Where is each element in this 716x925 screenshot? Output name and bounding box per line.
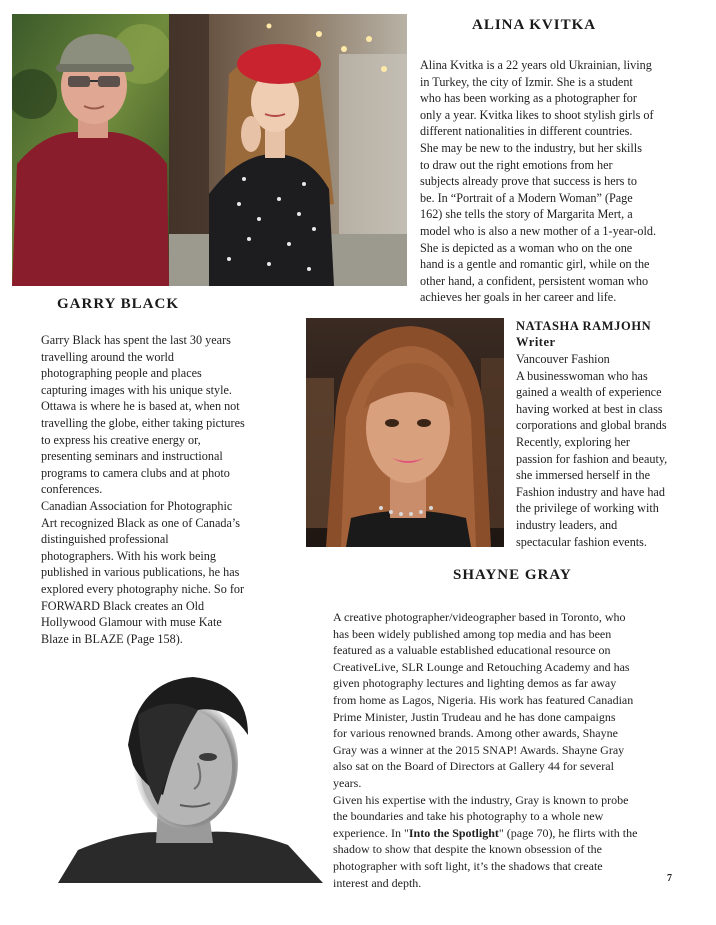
garry-black-photo — [12, 14, 169, 286]
bio-line: subjects already prove that success is hers to — [420, 174, 637, 189]
bio-line: for various renowned brands. Among other awards, Shayne — [333, 726, 618, 741]
bio-line: also sat on the Board of Directors at Gallery 44 for several — [333, 759, 614, 774]
alina-kvitka-photo — [169, 14, 407, 286]
alina-kvitka-name: ALINA KVITKA — [472, 17, 597, 33]
bio-line: model who is also a new mother of a 1-year-old. — [420, 223, 656, 238]
bio-line-with-title — [333, 825, 637, 842]
bio-line: the privilege of working with — [516, 501, 659, 516]
bio-line: to express his creative energy or, — [41, 432, 201, 447]
bio-line: A creative photographer/videographer based in Toronto, who — [333, 610, 626, 624]
bio-line: Hollywood Glamour with muse Kate — [41, 615, 222, 630]
bio-line: CreativeLive, SLR Lounge and Retouching Academy and has — [333, 659, 630, 674]
bio-line: photographer with soft light, it’s the shadows that create — [333, 858, 603, 873]
bio-line: interest and depth. — [333, 875, 422, 890]
bio-line: Fashion industry and have had — [516, 484, 665, 499]
text-fragment: " (page 70), he flirts with the — [498, 825, 638, 840]
bio-line: the boundaries and take his photography to a whole new — [333, 809, 604, 824]
bio-line: other hand, a confident, persistent woman who — [420, 273, 649, 288]
bio-line: Canadian Association for Photographic — [41, 498, 233, 513]
natasha-ramjohn-photo — [306, 318, 504, 547]
bio-line: spectacular fashion events. — [516, 534, 647, 549]
bio-line: capturing images with his unique style. — [41, 382, 232, 397]
bio-line: Garry Black has spent the last 30 years — [41, 333, 231, 347]
bio-line: presenting seminars and instructional — [41, 449, 223, 464]
garry-black-bio — [41, 332, 245, 647]
bio-line: photographers. With his work being — [41, 548, 216, 563]
bio-line: years. — [333, 775, 362, 790]
bio-line: has been widely published among top media and has been — [333, 626, 612, 641]
bio-line: 162) she tells the story of Margarita Mert, a — [420, 207, 633, 222]
bio-line: to draw out the right emotions from her — [420, 157, 613, 172]
garry-black-name: GARRY BLACK — [57, 296, 180, 312]
bio-line: be. In “Portrait of a Modern Woman” (Page — [420, 190, 633, 205]
natasha-ramjohn-bio — [516, 351, 667, 550]
natasha-ramjohn-name: NATASHA RAMJOHN — [516, 319, 652, 333]
bio-line: having worked at best in class — [516, 401, 663, 416]
bio-line: Ottawa is where he is based at, when not — [41, 399, 240, 414]
bio-line: Vancouver Fashion — [516, 352, 610, 366]
natasha-ramjohn-role: Writer — [516, 335, 556, 349]
bio-line: Recently, exploring her — [516, 434, 630, 449]
bio-line: Art recognized Black as one of Canada’s — [41, 515, 240, 530]
bio-line: Gray was a winner at the 2015 SNAP! Awards. Shayne Gray — [333, 742, 625, 757]
bio-line: Blaze in BLAZE (Page 158). — [41, 631, 183, 646]
bio-line: different nationalities in different countries. — [420, 124, 633, 139]
bio-line: conferences. — [41, 482, 103, 497]
alina-kvitka-bio — [420, 57, 656, 306]
bio-line: she immersed herself in the — [516, 468, 651, 483]
bio-line: programs to camera clubs and at photo — [41, 465, 230, 480]
bio-line: Given his expertise with the industry, Gray is known to probe — [333, 792, 629, 807]
bio-line: travelling the globe, either taking pictures — [41, 415, 245, 430]
bio-line: Alina Kvitka is a 22 years old Ukrainian, living — [420, 58, 652, 72]
bio-line: featured as a valuable established educational resource on — [333, 643, 611, 658]
bio-line: Prime Minister, Justin Trudeau and he has done campaigns — [333, 709, 616, 724]
text-fragment: experience. In " — [333, 825, 409, 840]
bio-line: photographing people and places — [41, 366, 202, 381]
bio-line: given photography lectures and lighting demos as far away — [333, 676, 617, 691]
bio-line: distinguished professional — [41, 532, 169, 547]
bio-line: travelling around the world — [41, 349, 175, 364]
bio-line: only a year. Kvitka likes to shoot stylish girls of — [420, 107, 654, 122]
bio-line: in Turkey, the city of Izmir. She is a student — [420, 74, 633, 89]
shayne-gray-name: SHAYNE GRAY — [453, 567, 572, 583]
page-number: 7 — [667, 873, 672, 884]
bio-line: FORWARD Black creates an Old — [41, 598, 205, 613]
story-title: Into the Spotlight — [408, 825, 499, 840]
bio-line: A businesswoman who has — [516, 368, 648, 383]
bio-line: who has been working as a photographer for — [420, 91, 637, 106]
bio-line: achieves her goals in her career and life. — [420, 290, 617, 305]
bio-line: published in various publications, he has — [41, 565, 240, 580]
bio-line: corporations and global brands — [516, 418, 667, 433]
shayne-gray-photo — [58, 675, 323, 883]
bio-line: industry leaders, and — [516, 517, 618, 532]
bio-line: gained a wealth of experience — [516, 385, 662, 400]
bio-line: passion for fashion and beauty, — [516, 451, 668, 466]
bio-line: She is depicted as a woman who on the one — [420, 240, 633, 255]
bio-line: hand is a gentle and romantic girl, while on the — [420, 257, 650, 272]
bio-line: shadow to show that despite the known obsession of the — [333, 842, 602, 857]
shayne-gray-bio — [333, 609, 637, 891]
bio-line: from home as Lagos, Nigeria. His work has featured Canadian — [333, 692, 634, 707]
bio-line: She may be new to the industry, but her skills — [420, 140, 642, 155]
bio-line: explored every photography niche. So for — [41, 581, 245, 596]
